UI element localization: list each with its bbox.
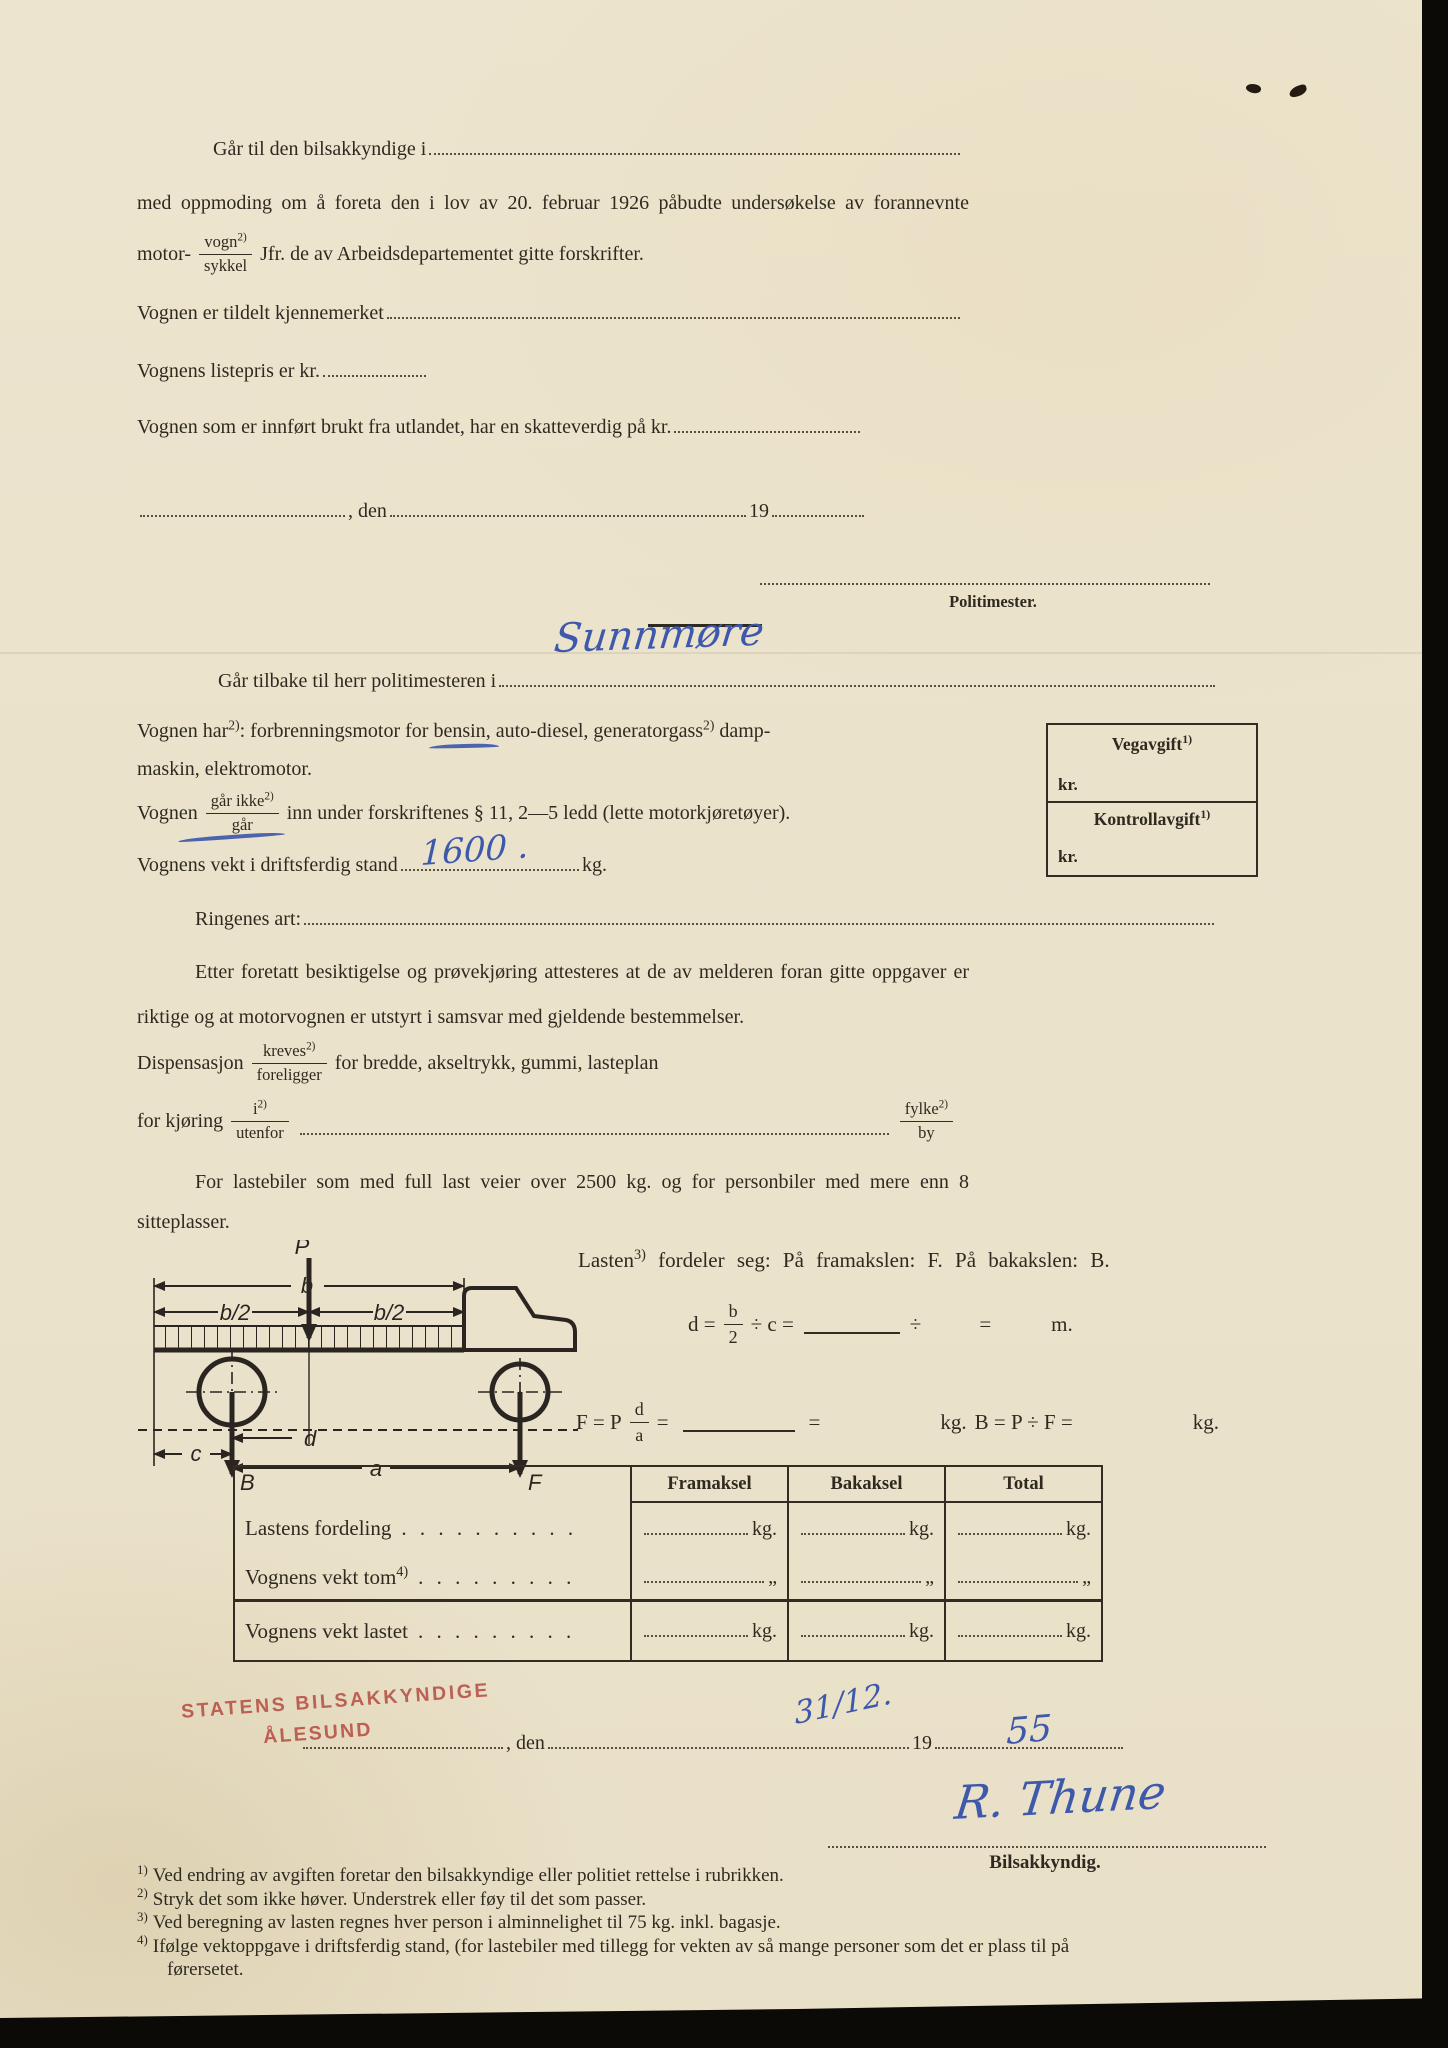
handwritten-weight: 1600 .: [420, 826, 530, 874]
den-label: , den: [506, 1732, 545, 1754]
footnote-3: [137, 1908, 1127, 1935]
dotted-blank: [429, 146, 960, 155]
i-utenfor-fraction: [231, 1099, 289, 1143]
footnote-mark: 1): [137, 1861, 148, 1877]
footnote-text: Ved beregning av lasten regnes hver person i alminnelighet til 75 kg. inkl. bagasje.: [152, 1912, 781, 1933]
fd-fraction: [724, 1300, 743, 1348]
fraction-top: kreves$^{2)}$: [262, 1040, 316, 1060]
kjoring-prefix: for kjøring: [137, 1109, 224, 1132]
ff-rhs: B = P ÷ F =: [974, 1409, 1073, 1434]
kr-field-2: kr.: [1058, 847, 1078, 866]
disp-rest: for bredde, akseltrykk, gummi, lasteplan: [334, 1051, 659, 1074]
dotted-blank: [300, 1126, 889, 1135]
motor-prefix: motor-: [137, 242, 192, 265]
line-tax-value: [137, 416, 863, 439]
para-trucks: For lastebiler som med full last veier over 2500 kg. og for personbiler med mere enn 8 sitteplasser.: [137, 1171, 969, 1233]
unit: „: [1082, 1565, 1091, 1588]
line-returns-to: [218, 670, 1218, 693]
fraction-top: b: [728, 1301, 738, 1321]
unit: kg.: [1066, 1517, 1091, 1540]
fraction-bottom-underlined: går: [206, 813, 279, 836]
politimester-label: Politimester.: [949, 592, 1037, 611]
line-driving-area: [137, 1088, 961, 1154]
politimester-signature-line: [760, 583, 1210, 585]
dotted-blank: [387, 310, 960, 319]
footnote-text: Ifølge vektoppgave i driftsferdig stand, (for lastebiler med tillegg for vekten av så mange personer som det er plass til på førersetet.: [152, 1935, 1070, 1980]
dotted-blank: [958, 1574, 1078, 1583]
truck-cab-outline: [464, 1288, 575, 1350]
kjennemerket-label: Vognen er tildelt kjennemerket: [137, 302, 384, 324]
lasten-post: fordeler seg: På framakslen: F. På bakakslen: B.: [645, 1248, 1110, 1272]
dotted-blank-place: [140, 508, 345, 517]
disp-prefix: Dispensasjon: [137, 1051, 244, 1074]
line-tyre-type: [195, 908, 1217, 931]
row-label: Vognens vekt tom$^{4)}$: [245, 1564, 409, 1589]
lasten-pre: Lasten: [578, 1248, 634, 1272]
fraction-bottom: foreligger: [252, 1063, 327, 1086]
engine-line-2: maskin, elektromotor.: [137, 758, 312, 780]
diagram-label-a: a: [369, 1456, 383, 1481]
ff-lhs: F = P: [576, 1409, 622, 1434]
gaar-rest: inn under forskriftenes § 11, 2—5 ledd (lette motorkjøretøyer).: [286, 801, 791, 824]
para-attestation: Etter foretatt besiktigelse og prøvekjøring attesteres at de av melderen foran gitte oppgaver er riktige og at motorvognen er utstyrt i samsvar med gjeldende bestemmelser.: [137, 961, 969, 1028]
para-engine-type: [137, 712, 770, 788]
motor-rest: Jfr. de av Arbeidsdepartementet gitte forskrifter.: [260, 242, 644, 265]
footnote-text: Stryk det som ikke høver. Understrek eller føy til det som passer.: [152, 1888, 647, 1910]
year-prefix: 19: [749, 500, 769, 522]
har-pre: Vognen har: [137, 720, 229, 742]
vegavgift-label: Vegavgift$^{1)}$: [1111, 732, 1193, 754]
dotted-blank: [958, 1628, 1062, 1637]
stamp-line-2: ÅLESUND: [262, 1718, 374, 1749]
table-row-empty-weight: [234, 1555, 1102, 1601]
fd-mid: ÷ c =: [750, 1311, 794, 1336]
line-motor-type: [137, 222, 644, 286]
fd-equals: =: [979, 1311, 992, 1336]
fylke-by-fraction: [900, 1099, 953, 1143]
ff-unit2: kg.: [1192, 1409, 1219, 1434]
fd-divide: ÷: [909, 1311, 922, 1336]
fraction-top: går ikke$^{2)}$: [210, 790, 274, 810]
vekt-unit: kg.: [582, 854, 607, 876]
unit: „: [925, 1565, 934, 1588]
footnote-1: [137, 1861, 1127, 1888]
row-label: Vognens vekt lastet: [245, 1618, 408, 1643]
ff-eq1: =: [656, 1409, 669, 1434]
footnote-mark: 3): [137, 1908, 148, 1924]
header-empty: [234, 1466, 631, 1502]
table-row-load-distribution: [234, 1502, 1102, 1555]
row-leader: . . . . . . . . . .: [401, 1516, 578, 1540]
ink-mark: [1288, 83, 1308, 98]
row-leader: . . . . . . . . .: [418, 1564, 576, 1589]
dotted-blank: [499, 678, 1215, 687]
inspector-signature-line: [828, 1846, 1266, 1848]
har-sup2: 2): [703, 717, 715, 733]
blank-field: [683, 1430, 795, 1432]
axle-weight-table: [233, 1465, 1103, 1662]
handwritten-signature: R. Thune: [952, 1764, 1170, 1830]
unit: kg.: [1066, 1619, 1091, 1642]
handwritten-date: 31/12.: [793, 1675, 894, 1732]
header-bakaksel: Bakaksel: [788, 1466, 945, 1502]
dotted-blank: [674, 424, 860, 433]
fd-unit: m.: [1051, 1311, 1073, 1336]
dotted-blank-date: [390, 508, 746, 517]
har-mid: : forbrenningsmotor for: [239, 720, 434, 742]
fd-lhs: d =: [688, 1311, 716, 1336]
footnote-mark: 2): [137, 1885, 148, 1901]
lasten-sup: 3): [633, 1247, 646, 1263]
kr-field-1: kr.: [1058, 775, 1078, 794]
fraction-bottom: by: [900, 1121, 953, 1144]
line-signing-date: [300, 1732, 1126, 1755]
fraction-bottom: utenfor: [231, 1121, 289, 1144]
underlined-bensin: bensin: [433, 720, 486, 742]
line-place-date: [137, 500, 867, 523]
dotted-blank: [801, 1628, 905, 1637]
ff-unit1: kg.: [940, 1409, 967, 1434]
fraction-bottom: sykkel: [199, 254, 252, 277]
year-prefix: 19: [912, 1732, 932, 1754]
diagram-label-b-half-right: b/2: [373, 1300, 405, 1325]
fraction-top: d: [634, 1399, 644, 1419]
fraction-top: fylke$^{2)}$: [904, 1098, 948, 1118]
dotted-blank: [958, 1526, 1062, 1535]
dotted-blank: [304, 916, 1214, 925]
unit: kg.: [752, 1619, 777, 1642]
fraction-top: $i^{2)}$: [252, 1098, 267, 1118]
line-curb-weight: [137, 854, 607, 877]
footnote-text: Ved endring av avgiften foretar den bilsakkyndige eller politiet rettelse i rubrikken.: [152, 1865, 784, 1886]
line-list-price: [137, 360, 429, 383]
fee-divider: [1048, 801, 1256, 803]
footnote-mark: 4): [137, 1932, 148, 1948]
row-label: Lastens fordeling: [245, 1516, 392, 1540]
dotted-blank: [801, 1574, 921, 1583]
fraction-bottom: 2: [724, 1324, 743, 1349]
handwritten-district: Sunnmøre: [552, 608, 767, 662]
diagram-label-p: P: [294, 1240, 310, 1259]
formula-d: [688, 1296, 1073, 1352]
dotted-blank: [644, 1628, 748, 1637]
bilsakkyndig-label: Bilsakkyndig.: [989, 1852, 1101, 1873]
stamp-line-1: STATENS BILSAKKYNDIGE: [180, 1679, 491, 1723]
fee-box: [1046, 723, 1258, 877]
dotted-blank-place: [303, 1740, 503, 1749]
har-post2: damp-: [714, 720, 771, 742]
dotted-blank: [323, 368, 426, 377]
har-post: , auto-diesel, generatorgass: [485, 720, 704, 742]
line-registration-mark: [137, 302, 963, 325]
dotted-blank: [644, 1574, 764, 1583]
skatteverdi-label: Vognen som er innført brukt fra utlandet, har en skatteverdig på kr.: [137, 416, 672, 438]
kontrollavgift-label: Kontrollavgift$^{1)}$: [1093, 807, 1211, 829]
scan-edge-right: [1422, 0, 1448, 2048]
listepris-label: Vognens listepris er kr.: [137, 360, 320, 382]
dotted-blank: [644, 1526, 748, 1535]
fraction-top: vogn$^{2)}$: [204, 231, 247, 251]
dotted-blank-date: [548, 1740, 909, 1749]
scan-edge-bottom: [0, 1996, 1448, 2048]
ff-eq2: =: [808, 1409, 821, 1434]
footnote-2: [137, 1885, 1127, 1912]
blank-field: [804, 1332, 900, 1334]
unit: kg.: [909, 1517, 934, 1540]
handwritten-year: 55: [1006, 1707, 1053, 1753]
diagram-label-b: b: [300, 1273, 314, 1298]
diagram-label-c: c: [190, 1441, 202, 1466]
vekt-label: Vognens vekt i driftsferdig stand: [137, 854, 398, 876]
ringenes-label: Ringenes art:: [195, 908, 302, 930]
diagram-label-d: d: [304, 1426, 317, 1451]
line-request: med oppmoding om å foreta den i lov av 20. februar 1926 påbudte undersøkelse av forannevnte: [137, 192, 969, 214]
diagram-label-rear-axle: B: [240, 1470, 255, 1495]
tilbake-label: Går tilbake til herr politimesteren i: [218, 670, 497, 692]
unit: kg.: [909, 1619, 934, 1642]
gaar-prefix: Vognen: [137, 801, 198, 824]
den-label: , den: [348, 500, 387, 522]
fraction-bottom: a: [630, 1422, 649, 1447]
table-header-row: [234, 1466, 1102, 1502]
goes-to-label: Går til den bilsakkyndige i: [213, 138, 427, 160]
ink-mark: [1245, 82, 1262, 95]
dotted-blank: [801, 1526, 905, 1535]
disp-fraction: [252, 1041, 327, 1085]
ff-fraction: [630, 1398, 649, 1446]
unit: „: [768, 1565, 777, 1588]
header-framaksel: Framaksel: [631, 1466, 788, 1502]
header-total: Total: [945, 1466, 1102, 1502]
motor-fraction: [199, 232, 252, 276]
gaar-fraction: [206, 791, 279, 835]
footnote-4: [137, 1932, 1127, 1982]
har-sup: 2): [228, 717, 240, 733]
line-load-distribution: [578, 1248, 1110, 1273]
dotted-blank-year: [772, 508, 864, 517]
unit: kg.: [752, 1517, 777, 1540]
engine-line-1: [137, 712, 770, 750]
line-dispensation: [137, 1032, 659, 1094]
diagram-label-front-axle: F: [528, 1470, 542, 1495]
table-row-loaded-weight: [234, 1601, 1102, 1662]
formula-f: [576, 1392, 1219, 1452]
footnotes: [137, 1861, 1127, 1982]
line-goes-to-expert: [213, 138, 963, 161]
row-leader: . . . . . . . . .: [417, 1618, 576, 1643]
diagram-label-b-half-left: b/2: [219, 1300, 251, 1325]
